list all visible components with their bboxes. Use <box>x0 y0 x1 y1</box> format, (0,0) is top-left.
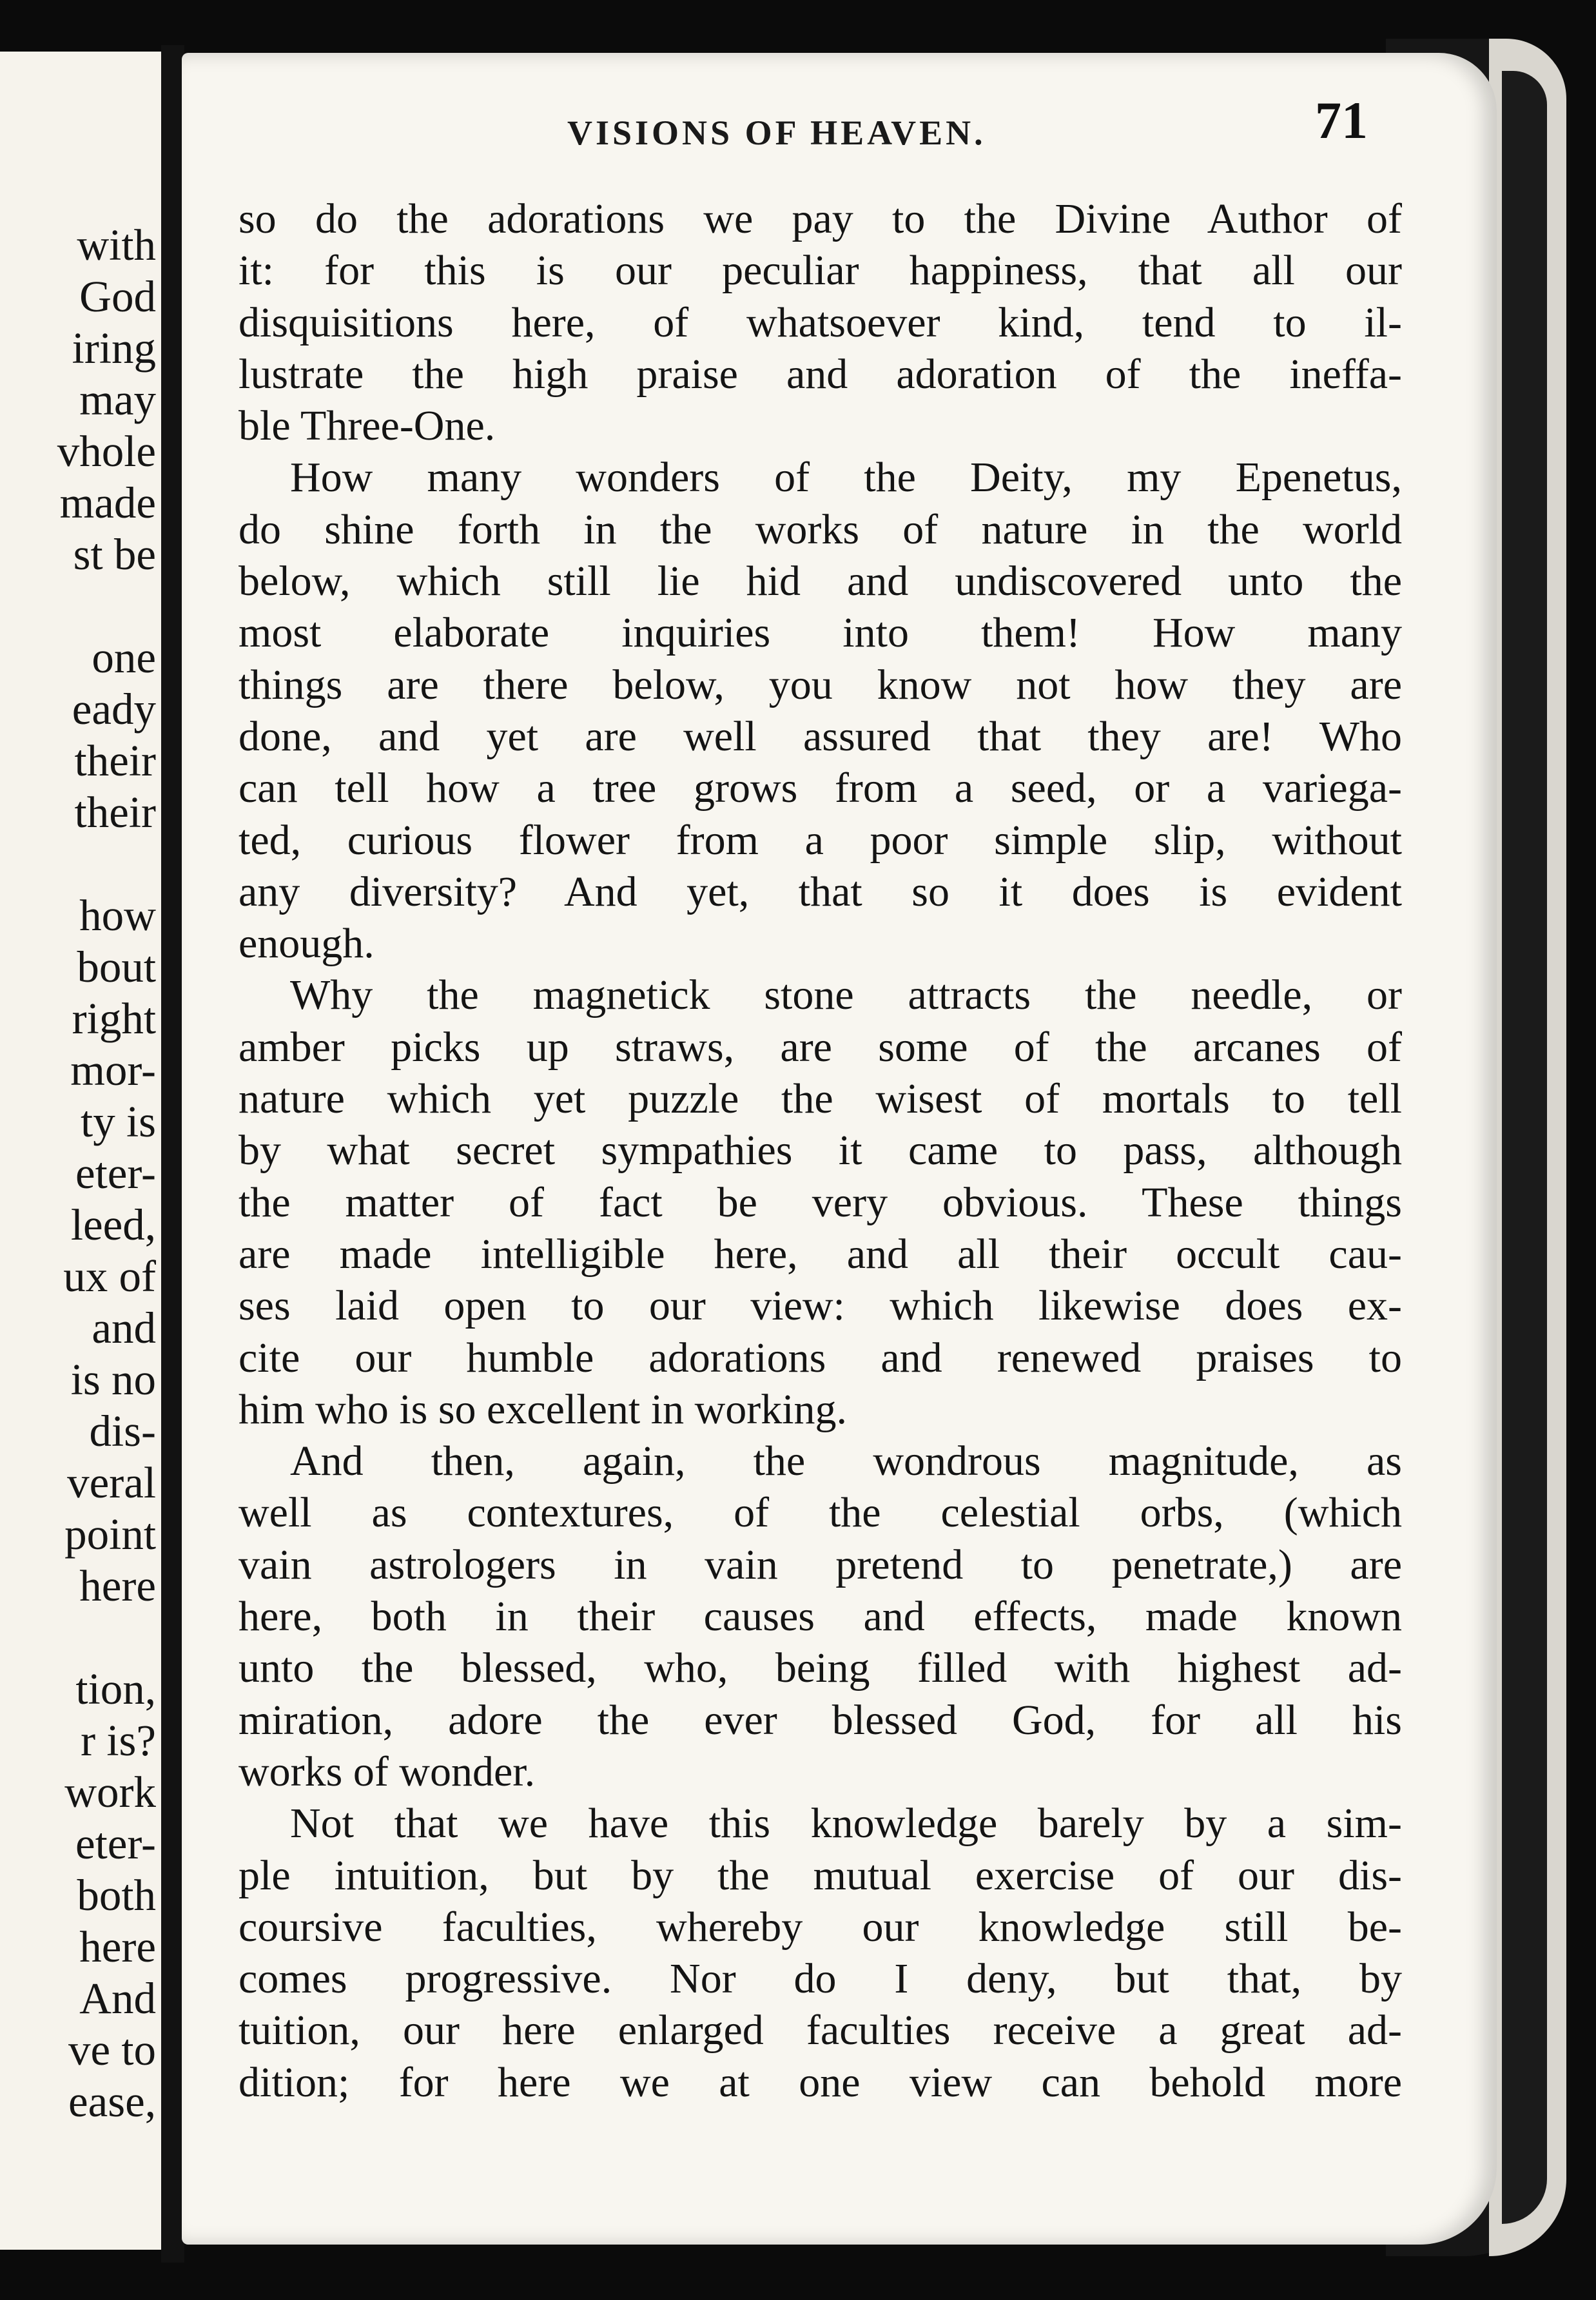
left-margin-fragment: God <box>79 272 156 321</box>
left-margin-fragment: is no <box>70 1355 156 1404</box>
left-page <box>0 52 161 2250</box>
text-line: enough. <box>238 920 375 968</box>
text-line: Not that we have this knowledge barely by a sim- <box>290 1800 1402 1847</box>
book-cover-edge <box>1502 71 1547 2224</box>
text-line: here, both in their causes and effects, made known <box>238 1593 1402 1641</box>
text-line: cite our humble adorations and renewed praises to <box>238 1334 1402 1381</box>
text-line: any diversity? And yet, that so it does is evident <box>238 868 1402 915</box>
text-line: Why the magnetick stone attracts the needle, or <box>290 971 1402 1019</box>
page-number: 71 <box>1315 91 1368 150</box>
left-margin-fragment: may <box>79 375 156 424</box>
left-margin-fragment: dis- <box>89 1407 156 1456</box>
text-line: by what secret sympathies it came to pass, although <box>238 1127 1402 1174</box>
text-line: things are there below, you know not how they are <box>238 661 1402 708</box>
text-line: below, which still lie hid and undiscovered unto the <box>238 558 1402 605</box>
text-line: miration, adore the ever blessed God, for all his <box>238 1696 1402 1744</box>
text-line: ple intuition, but by the mutual exercise of our dis- <box>238 1851 1402 1899</box>
text-line: dition; for here we at one view can behold more <box>238 2058 1402 2106</box>
text-line: And then, again, the wondrous magnitude, as <box>290 1438 1402 1485</box>
left-margin-text <box>0 219 156 2127</box>
left-margin-fragment: both <box>77 1871 156 1920</box>
left-margin-fragment <box>0 1612 156 1663</box>
left-margin-fragment: their <box>74 788 156 837</box>
left-margin-fragment: with <box>77 220 156 269</box>
text-line: well as contextures, of the celestial orbs, (which <box>238 1489 1402 1537</box>
left-margin-fragment: ve to <box>68 2025 156 2074</box>
left-margin-fragment: bout <box>77 942 156 991</box>
left-margin-fragment: point <box>64 1510 156 1559</box>
left-margin-fragment: eter- <box>75 1149 156 1198</box>
text-line: are made intelligible here, and all their occult cau- <box>238 1230 1402 1278</box>
text-line: How many wonders of the Deity, my Epenetus, <box>290 454 1402 502</box>
left-margin-fragment: And <box>79 1974 156 2023</box>
text-line: works of wonder. <box>238 1748 536 1795</box>
left-margin-fragment: mor- <box>70 1046 156 1095</box>
left-margin-fragment: how <box>79 891 156 940</box>
text-line: amber picks up straws, are some of the arcanes of <box>238 1023 1402 1071</box>
left-margin-fragment: here <box>79 1922 156 1971</box>
left-margin-fragment: eady <box>72 685 156 734</box>
text-line: it: for this is our peculiar happiness, that all our <box>238 247 1402 295</box>
text-line: lustrate the high praise and adoration of the ineffa- <box>238 350 1402 398</box>
text-line: coursive faculties, whereby our knowledge still be- <box>238 1903 1402 1951</box>
left-margin-fragment: here <box>79 1561 156 1610</box>
left-margin-fragment: and <box>92 1303 156 1352</box>
left-margin-fragment: one <box>92 633 156 682</box>
text-line: vain astrologers in vain pretend to penetrate,) are <box>238 1541 1402 1588</box>
left-margin-fragment: leed, <box>70 1200 156 1249</box>
left-margin-fragment: ease, <box>68 2077 156 2126</box>
text-line: most elaborate inquiries into them! How many <box>238 609 1402 657</box>
text-line: the matter of fact be very obvious. These things <box>238 1178 1402 1226</box>
left-margin-fragment <box>0 838 156 890</box>
text-line: ted, curious flower from a poor simple slip, without <box>238 816 1402 864</box>
text-line: comes progressive. Nor do I deny, but that, by <box>238 1955 1402 2003</box>
text-line: disquisitions here, of whatsoever kind, tend to il- <box>238 298 1402 346</box>
text-line: tuition, our here enlarged faculties receive a great ad- <box>238 2007 1402 2054</box>
left-margin-fragment: ty is <box>81 1097 156 1146</box>
left-margin-fragment: tion, <box>75 1664 156 1713</box>
text-line: so do the adorations we pay to the Divine Author of <box>238 195 1402 242</box>
book-gutter <box>161 45 184 2263</box>
left-margin-fragment <box>0 580 156 632</box>
text-line: do shine forth in the works of nature in the world <box>238 505 1402 553</box>
left-margin-fragment: right <box>72 994 156 1043</box>
left-margin-fragment: made <box>59 478 156 527</box>
text-line: him who is so excellent in working. <box>238 1385 848 1433</box>
text-line: ses laid open to our view: which likewise does ex- <box>238 1282 1402 1330</box>
left-margin-fragment: iring <box>72 324 156 373</box>
left-margin-fragment: st be <box>73 530 156 579</box>
text-line: unto the blessed, who, being filled with highest ad- <box>238 1644 1402 1692</box>
body-text <box>238 193 1402 2109</box>
text-line: done, and yet are well assured that they are! Who <box>238 712 1402 760</box>
left-margin-fragment: r is? <box>81 1716 156 1765</box>
left-margin-fragment: their <box>74 736 156 785</box>
left-margin-fragment: eter- <box>75 1819 156 1868</box>
text-line: can tell how a tree grows from a seed, or a variega- <box>238 765 1402 812</box>
left-margin-fragment: vhole <box>57 427 156 476</box>
left-margin-fragment: veral <box>67 1458 156 1507</box>
left-margin-fragment: ux of <box>63 1252 156 1301</box>
text-line: ble Three-One. <box>238 402 496 450</box>
running-head: VISIONS OF HEAVEN. <box>567 113 986 152</box>
left-margin-fragment: work <box>64 1768 156 1817</box>
text-line: nature which yet puzzle the wisest of mortals to tell <box>238 1075 1402 1123</box>
